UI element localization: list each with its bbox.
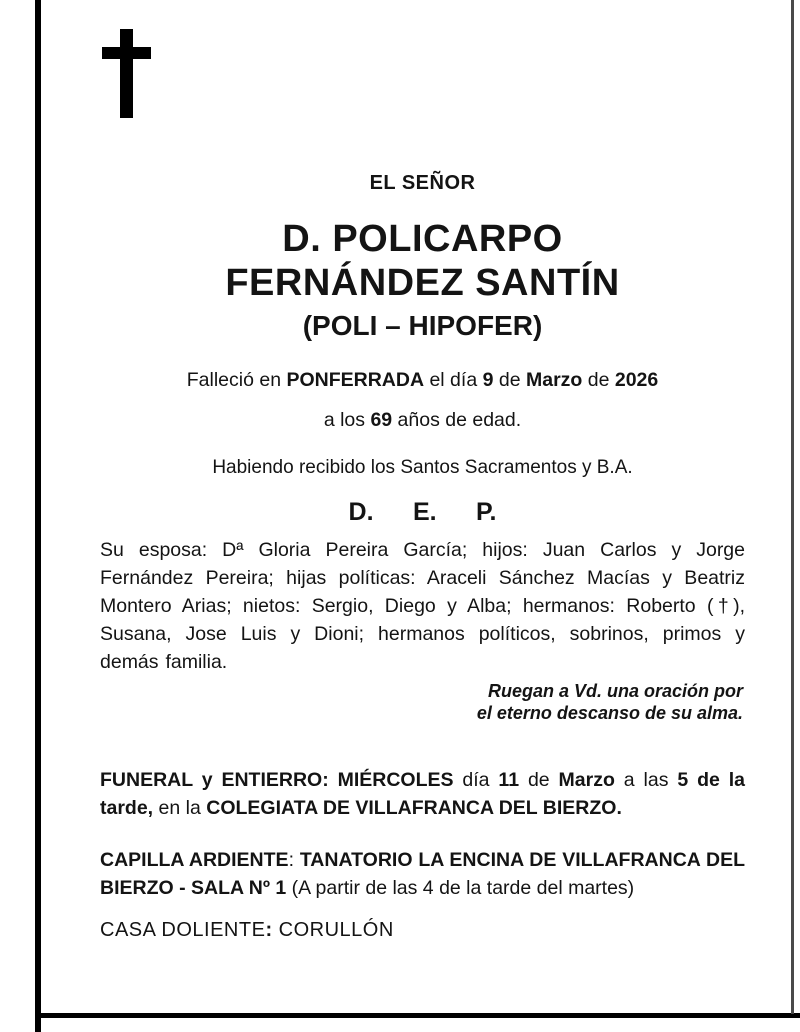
sacraments-line: Habiendo recibido los Santos Sacramentos y B.A. bbox=[212, 457, 633, 478]
prayer-line1: Ruegan a Vd. una oración por bbox=[487, 681, 743, 701]
dep-abbreviation: D. E. P. bbox=[348, 498, 497, 526]
obituary-content bbox=[100, 0, 745, 944]
funeral-announcement: FUNERAL y ENTIERRO: MIÉRCOLES día 11 de Marzo a las 5 de la tarde, en la COLEGIATA DE VILLAFRANCA DEL BIERZO. bbox=[100, 769, 745, 819]
mourning-house-line: CASA DOLIENTE: CORULLÓN bbox=[100, 919, 394, 941]
frame-left-border bbox=[35, 0, 41, 1032]
deceased-name-line2: FERNÁNDEZ SANTÍN bbox=[225, 262, 620, 304]
death-date-line: Falleció en PONFERRADA el día 9 de Marzo de 2026 bbox=[186, 369, 659, 391]
honorific: EL SEÑOR bbox=[369, 172, 476, 194]
frame-bottom-border bbox=[35, 1013, 800, 1018]
chapel-announcement: CAPILLA ARDIENTE: TANATORIO LA ENCINA DE VILLAFRANCA DEL BIERZO - SALA Nº 1 (A partir de las 4 de la tarde del martes) bbox=[100, 849, 745, 899]
deceased-nickname: (POLI – HIPOFER) bbox=[302, 310, 543, 341]
age-line: a los 69 años de edad. bbox=[323, 409, 522, 431]
family-paragraph: Su esposa: Dª Gloria Pereira García; hijos: Juan Carlos y Jorge Fernández Pereira; hijas políticas: Araceli Sánchez Macías y Beatriz Montero Arias; nietos: Sergio, Diego y Alba; hermanos: Roberto (†), Susana, Jose Luis y Dioni; hermanos políticos, sobrinos, primos y demás familia. bbox=[100, 539, 745, 673]
prayer-line2: el eterno descanso de su alma. bbox=[476, 703, 743, 723]
frame-right-border bbox=[791, 0, 794, 1014]
prayer-request bbox=[100, 680, 745, 724]
deceased-name-line1: D. POLICARPO bbox=[282, 218, 563, 260]
